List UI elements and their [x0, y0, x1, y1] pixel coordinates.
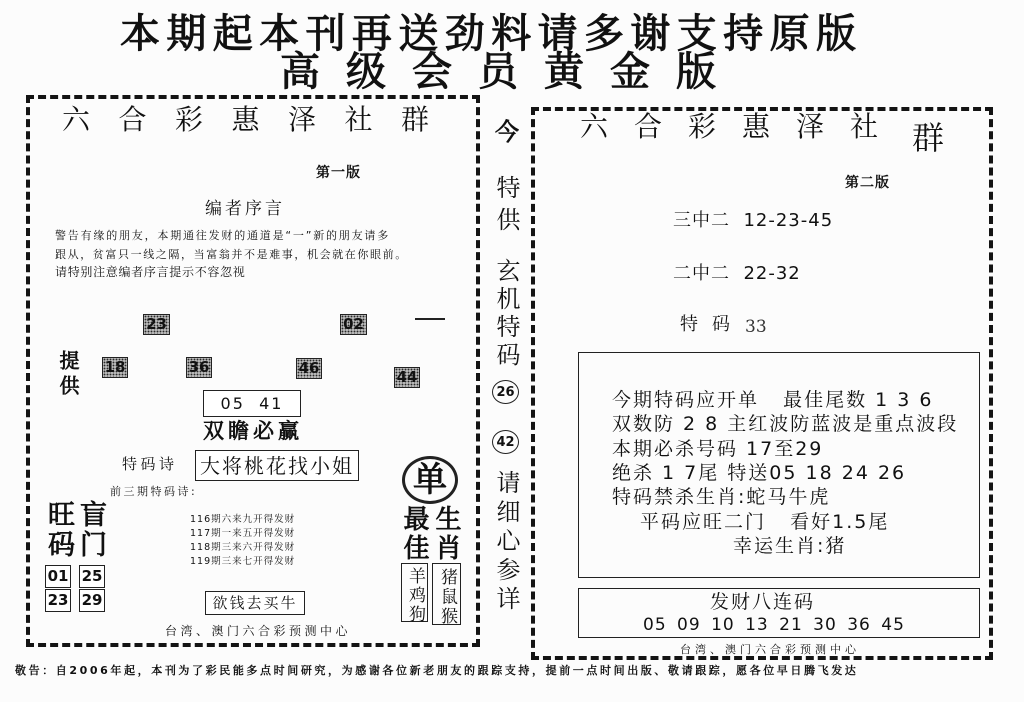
poem-box: 大将桃花找小姐	[195, 450, 359, 481]
provide-number-box: 44	[394, 367, 420, 388]
past-poems-label: 前三期特码诗:	[110, 485, 198, 498]
preface-title: 编者序言	[205, 199, 285, 219]
right-edition-label: 第二版	[845, 175, 890, 191]
special-number-label: 特码	[680, 314, 744, 335]
circled-number: 42	[492, 430, 519, 454]
past-poem-line: 118期三来六开得发财	[190, 542, 296, 553]
divider-line	[415, 318, 445, 320]
provide-number-box: 18	[102, 357, 128, 378]
analysis-line: 平码应旺二门 看好1.5尾	[640, 511, 890, 533]
zodiac-group-text: 羊鸡狗	[405, 567, 425, 624]
right-source-text: 台湾、澳门六合彩预测中心	[680, 643, 860, 656]
provide-number-box: 46	[296, 358, 322, 379]
lianma-numbers: 05 09 10 13 21 30 36 45	[643, 615, 905, 635]
hot-number-box: 29	[79, 589, 105, 612]
three-of-two-line: 三中二 12-23-45	[673, 210, 834, 231]
provide-label: 提供	[56, 350, 80, 400]
hot-number-box: 23	[45, 589, 71, 612]
zodiac-label: 生肖	[431, 505, 461, 563]
past-poem-line: 117期一来五开得发财	[190, 528, 296, 539]
zodiac-group-box	[432, 563, 461, 625]
headline-line-2: 高级会员黄金版	[280, 49, 742, 95]
zodiac-group-text: 猪鼠猴	[437, 568, 457, 627]
poem-label: 特码诗	[122, 455, 178, 473]
left-source-text: 台湾、澳门六合彩预测中心	[165, 624, 352, 638]
past-poem-line: 119期三来七开得发财	[190, 556, 296, 567]
past-poem-line: 116期六来九开得发财	[190, 514, 296, 525]
hot-number-box: 01	[45, 565, 71, 588]
analysis-line: 本期必杀号码 17至29	[612, 438, 824, 460]
preface-notice: 请特别注意编者序言提示不容忽视	[55, 265, 246, 279]
slogan: 双瞻必赢	[203, 419, 303, 443]
analysis-line: 绝杀 1 7尾 特送05 18 24 26	[612, 462, 907, 484]
right-panel-title: 六合彩惠泽社	[580, 110, 905, 143]
single-circle-badge: 单	[402, 456, 458, 504]
number-pair-box: 05 41	[203, 390, 301, 417]
blind-numbers-label: 盲门	[75, 500, 106, 560]
best-label: 最佳	[399, 505, 429, 563]
analysis-line: 双数防 2 8 主红波防蓝波是重点波段	[612, 413, 959, 435]
right-panel-title-last-char: 群	[912, 119, 945, 157]
provide-number-box: 36	[186, 357, 212, 378]
middle-today-char: 今	[495, 118, 519, 146]
riddle-box: 欲钱去买牛	[205, 591, 305, 615]
hot-numbers-label: 旺码	[43, 500, 74, 560]
two-of-two-line: 二中二 22-32	[673, 263, 801, 284]
lianma-title: 发财八连码	[710, 591, 816, 613]
preface-line-2: 跟从，贫富只一线之隔，当富翁并不是难事，机会就在你眼前。	[55, 248, 408, 261]
circled-number: 26	[492, 380, 519, 404]
top-number-box: 02	[340, 314, 367, 335]
analysis-line: 今期特码应开单 最佳尾数 1 3 6	[612, 389, 934, 411]
analysis-line: 幸运生肖:猪	[733, 535, 847, 557]
middle-special-label: 特供	[492, 175, 520, 239]
left-edition-label: 第一版	[316, 165, 361, 181]
zodiac-group-box	[401, 563, 428, 622]
special-number-value: 33	[745, 317, 767, 337]
preface-line-1: 警告有缘的朋友，本期通往发财的通道是“一”新的朋友请多	[55, 229, 390, 242]
footer-notice: 敬告：自2006年起，本刊为了彩民能多点时间研究，为感谢各位新老朋友的跟踪支持，提前一点时间出版、敬请跟踪，愿各位早日腾飞发达	[15, 664, 859, 677]
left-panel-title: 六合彩惠泽社群	[62, 103, 458, 136]
headline-line-1: 本期起本刊再送劲料请多谢支持原版	[120, 11, 863, 57]
hot-number-box: 25	[79, 565, 105, 588]
middle-code-label: 玄机特码	[492, 258, 520, 370]
top-number-box: 23	[143, 314, 170, 335]
analysis-line: 特码禁杀生肖:蛇马牛虎	[612, 486, 831, 508]
middle-advice: 请细心参详	[492, 470, 520, 615]
